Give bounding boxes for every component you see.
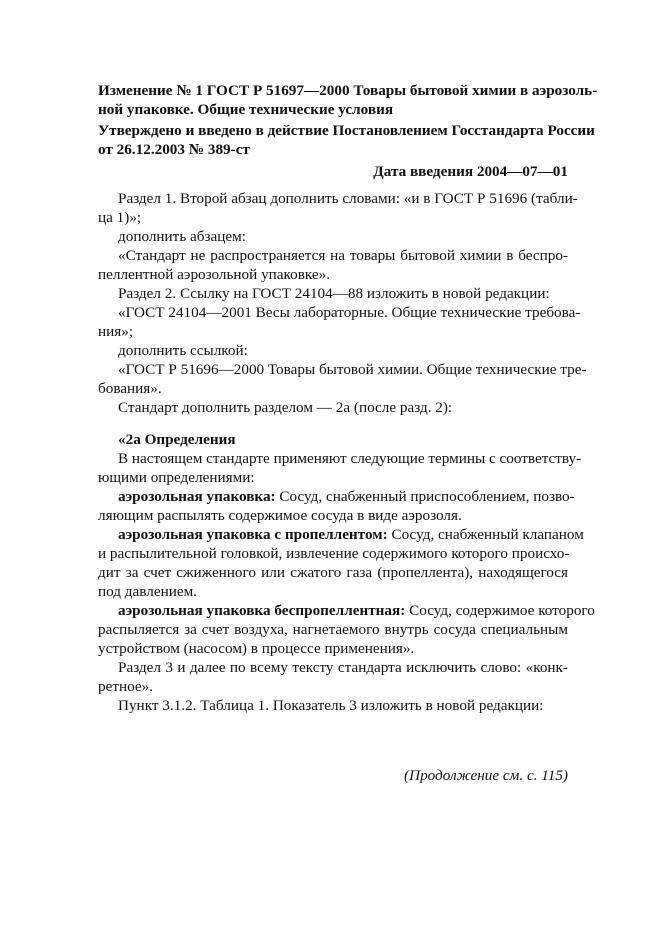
para-3-line-2: пеллентной аэрозольной упаковке». [98,266,331,283]
definition-3-line-1 [118,601,595,620]
definition-3-line-2: распыляется за счет воздуха, нагнетаемого внутрь сосуда специальным [98,621,568,638]
continuation-note: (Продолжение см. с. 115) [404,767,568,784]
term-aerosol-package-propellant: аэрозольная упаковка с пропеллентом: [118,526,388,543]
para-9-line-1: В настоящем стандарте применяют следующие термины с соответству- [118,450,582,467]
para-6: дополнить ссылкой: [118,342,248,359]
effective-date: Дата введения 2004—07—01 [373,163,568,180]
title-line-1: Изменение № 1 ГОСТ Р 51697—2000 Товары бытовой химии в аэрозоль- [98,82,598,99]
approval-line-2: от 26.12.2003 № 389-ст [98,141,250,158]
para-10-line-2: ретное». [98,678,154,695]
title-line-2: ной упаковке. Общие технические условия [98,101,394,118]
para-5-line-2: ния»; [98,323,134,340]
definition-2-line-1 [118,525,584,544]
definition-2-line-4: под давлением. [98,583,197,600]
para-7-line-1: «ГОСТ Р 51696—2000 Товары бытовой химии. Общие технические тре- [118,361,587,378]
para-3-line-1: «Стандарт не распространяется на товары бытовой химии в беспро- [118,247,568,264]
para-1-line-2: ца 1)»; [98,209,142,226]
para-5-line-1: «ГОСТ 24104—2001 Весы лабораторные. Общие технические требова- [118,304,581,321]
para-4: Раздел 2. Ссылку на ГОСТ 24104—88 изложить в новой редакции: [118,285,550,302]
para-7-line-2: бования». [98,380,162,397]
term-aerosol-package-no-propellant: аэрозольная упаковка беспропеллентная: [118,602,406,619]
para-8: Стандарт дополнить разделом — 2а (после разд. 2): [118,399,453,416]
para-1-line-1: Раздел 1. Второй абзац дополнить словами: «и в ГОСТ Р 51696 (табли- [118,190,578,207]
definition-2-text: Сосуд, снабженный клапаном [387,526,584,543]
definition-3-text: Сосуд, содержимое которого [405,602,595,619]
definition-2-line-2: и распылительной головкой, извлечение содержимого которого происхо- [98,545,570,562]
definition-1-text: Сосуд, снабженный приспособлением, позво- [275,488,575,505]
para-10-line-1: Раздел 3 и далее по всему тексту стандарта исключить слово: «конк- [118,659,568,676]
definition-1-line-1 [118,487,575,506]
para-9-line-2: ющими определениями: [98,469,255,486]
definition-2-line-3: дит за счет сжиженного или сжатого газа (пропеллента), находящегося [98,564,568,581]
para-2: дополнить абзацем: [118,228,246,245]
definition-1-line-2: ляющим распылять содержимое сосуда в виде аэрозоля. [98,507,462,524]
term-aerosol-package: аэрозольная упаковка: [118,488,276,505]
approval-line-1: Утверждено и введено в действие Постановлением Госстандарта России [98,122,595,139]
para-11: Пункт 3.1.2. Таблица 1. Показатель 3 изложить в новой редакции: [118,697,544,714]
section-heading: «2а Определения [118,431,236,448]
definition-3-line-3: устройством (насосом) в процессе применения». [98,640,415,657]
